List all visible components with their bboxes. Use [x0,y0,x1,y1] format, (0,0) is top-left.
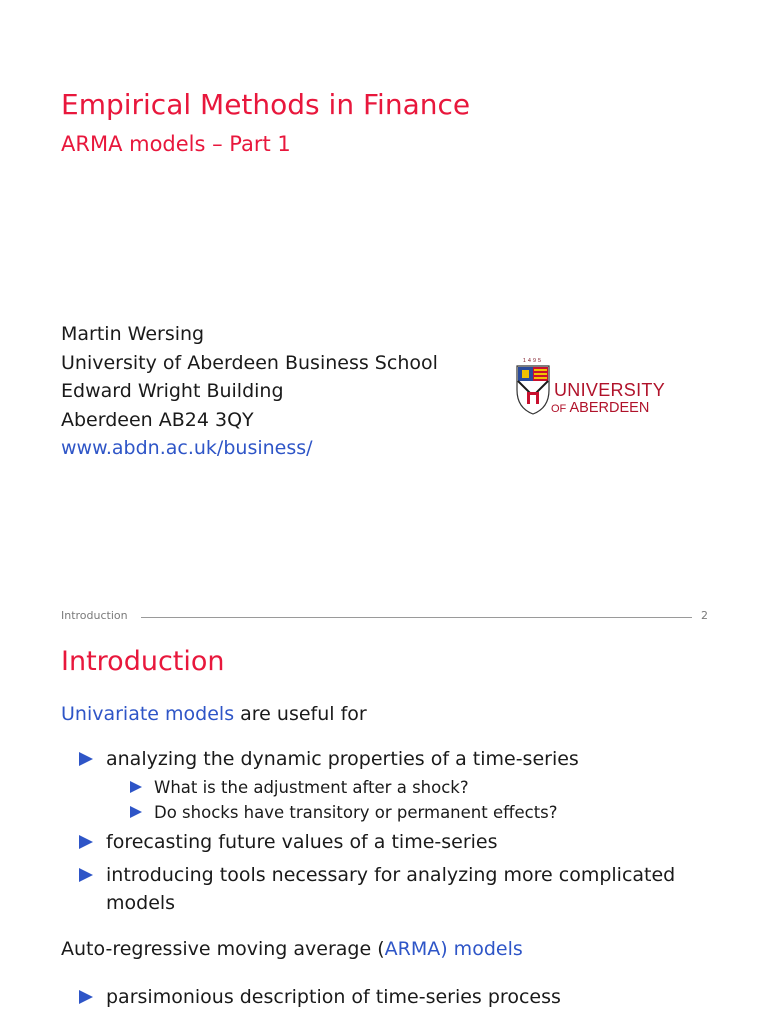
university-crest-icon [513,356,553,416]
bullet-list-arma [76,983,768,1016]
bullet-text: analyzing the dynamic properties of a time-series [106,748,579,770]
list-item [76,983,768,1011]
sub-list-item [128,800,696,825]
author-affiliation: University of Aberdeen Business School [61,351,438,374]
logo-university: UNIVERSITY [554,380,666,400]
sub-bullet-text: What is the adjustment after a shock? [154,778,469,797]
logo-of: OF [551,403,567,415]
bullet-triangle-icon [79,990,93,1004]
list-item [76,745,696,825]
presentation-subtitle: ARMA models – Part 1 [61,132,291,156]
slide-heading: Introduction [61,646,225,677]
list-item [76,828,696,856]
bullet-triangle-icon [130,806,142,818]
header-rule [141,617,692,618]
arma-models-link[interactable]: ARMA) models [384,938,523,960]
slide-header [61,608,708,626]
author-name: Martin Wersing [61,323,205,345]
intro-text: are useful for [234,703,367,725]
bullet-text: forecasting future values of a time-series [106,831,498,853]
logo-aberdeen-word: ABERDEEN [569,400,650,416]
introduction-slide [0,600,768,1024]
crest-year: 1495 [522,358,544,364]
university-logo [513,356,673,420]
logo-aberdeen [551,400,649,416]
author-city: Aberdeen AB24 3QY [61,408,254,431]
bullet-triangle-icon [79,868,93,882]
sub-bullet-text: Do shocks have transitory or permanent effects? [154,803,558,822]
bullet-triangle-icon [79,752,93,766]
website-link[interactable]: www.abdn.ac.uk/business/ [61,437,313,459]
sub-list-item [128,775,696,800]
list-item [76,861,696,917]
bullet-text: parsimonious description of time-series process [106,986,561,1008]
bullet-text: introducing tools necessary for analyzing more complicated models [106,864,676,914]
section-label: Introduction [61,609,128,622]
bullet-triangle-icon [79,835,93,849]
author-building: Edward Wright Building [61,380,284,402]
arma-line [61,938,523,960]
bullet-list [76,745,696,922]
page-number: 2 [701,609,708,622]
intro-line [61,703,367,725]
arma-text: Auto-regressive moving average ( [61,938,385,960]
presentation-title: Empirical Methods in Finance [61,88,471,121]
univariate-models-link[interactable]: Univariate models [61,703,235,725]
sub-bullet-list [106,775,696,825]
bullet-triangle-icon [130,781,142,793]
author-block [61,320,438,463]
